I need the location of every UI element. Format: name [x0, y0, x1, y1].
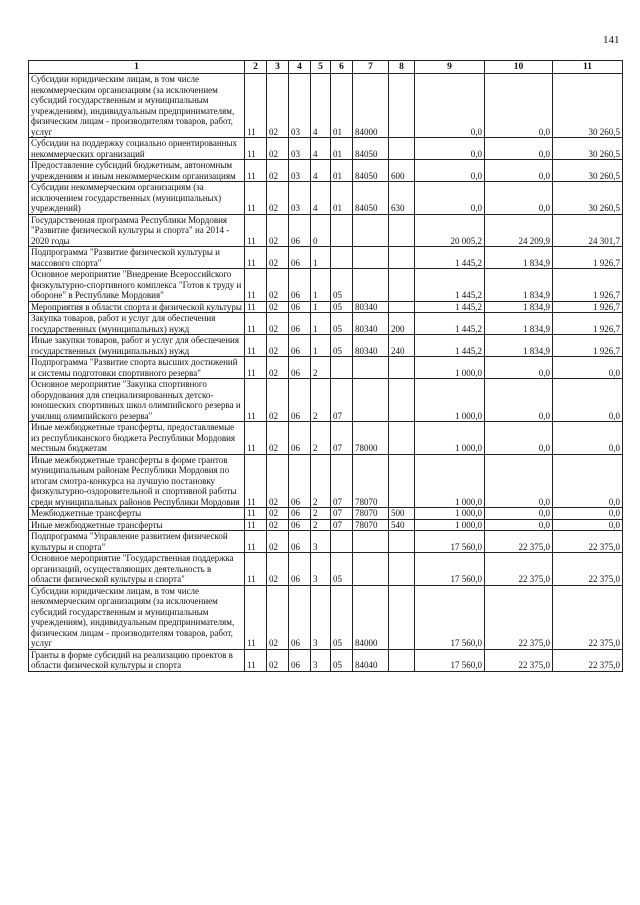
code-cell: 06	[289, 422, 311, 455]
table-row	[29, 531, 623, 553]
row-name: Гранты в форме субсидий на реализацию проектов в области физической культуры и спорта	[29, 649, 245, 671]
row-name: Иные межбюджетные трансферты в форме грантов муниципальным районам Республики Мордовия по итогам смотра-конкурса на лучшую постановку физкультурно-оздоровительной и спортивной работы среди муниципальных районов Республики Мордовия	[29, 454, 245, 508]
amount-cell: 22 375,0	[553, 553, 623, 586]
code-cell: 84040	[353, 649, 389, 671]
amount-cell: 0,0	[553, 508, 623, 520]
amount-cell: 1 926,7	[553, 301, 623, 313]
code-cell: 06	[289, 553, 311, 586]
amount-cell: 1 445,2	[415, 301, 485, 313]
amount-cell: 0,0	[415, 160, 485, 182]
code-cell: 1	[311, 335, 331, 357]
code-cell: 11	[245, 422, 267, 455]
code-cell	[389, 379, 415, 422]
code-cell: 500	[389, 508, 415, 520]
column-header: 11	[553, 61, 623, 74]
table-row	[29, 422, 623, 455]
code-cell: 02	[267, 422, 289, 455]
code-cell: 02	[267, 301, 289, 313]
code-cell	[353, 553, 389, 586]
amount-cell: 22 375,0	[485, 553, 553, 586]
code-cell: 3	[311, 649, 331, 671]
amount-cell: 0,0	[553, 519, 623, 531]
code-cell: 07	[331, 519, 353, 531]
code-cell	[389, 74, 415, 138]
amount-cell: 1 000,0	[415, 508, 485, 520]
code-cell	[353, 379, 389, 422]
amount-cell: 0,0	[485, 160, 553, 182]
code-cell: 11	[245, 74, 267, 138]
table-row	[29, 649, 623, 671]
code-cell: 02	[267, 74, 289, 138]
code-cell: 06	[289, 379, 311, 422]
code-cell: 02	[267, 182, 289, 215]
amount-cell: 0,0	[485, 74, 553, 138]
code-cell: 3	[311, 585, 331, 649]
code-cell: 11	[245, 335, 267, 357]
row-name: Иные межбюджетные трансферты	[29, 519, 245, 531]
code-cell: 02	[267, 454, 289, 508]
code-cell: 2	[311, 357, 331, 379]
code-cell: 02	[267, 357, 289, 379]
amount-cell: 1 000,0	[415, 379, 485, 422]
amount-cell: 0,0	[485, 422, 553, 455]
amount-cell: 1 926,7	[553, 335, 623, 357]
amount-cell: 0,0	[415, 138, 485, 160]
code-cell: 05	[331, 553, 353, 586]
amount-cell: 0,0	[553, 357, 623, 379]
code-cell: 02	[267, 649, 289, 671]
code-cell: 2	[311, 379, 331, 422]
code-cell: 3	[311, 531, 331, 553]
amount-cell: 0,0	[485, 519, 553, 531]
code-cell	[389, 301, 415, 313]
amount-cell: 22 375,0	[485, 649, 553, 671]
amount-cell: 1 000,0	[415, 357, 485, 379]
code-cell: 630	[389, 182, 415, 215]
code-cell: 4	[311, 74, 331, 138]
table-row	[29, 585, 623, 649]
row-name: Основное мероприятие "Внедрение Всероссийского физкультурно-спортивного комплекса "Готов к труду и обороне" в Республике Мордовия"	[29, 269, 245, 302]
row-name: Основное мероприятие "Государственная поддержка организаций, осуществляющих деятельность в области физической культуры и спорта"	[29, 553, 245, 586]
table-row	[29, 214, 623, 247]
code-cell: 2	[311, 519, 331, 531]
code-cell: 3	[311, 553, 331, 586]
amount-cell: 0,0	[485, 454, 553, 508]
row-name: Подпрограмма "Развитие физической культуры и массового спорта"	[29, 247, 245, 269]
code-cell: 06	[289, 301, 311, 313]
code-cell: 80340	[353, 335, 389, 357]
code-cell: 06	[289, 357, 311, 379]
code-cell: 84050	[353, 138, 389, 160]
code-cell: 03	[289, 160, 311, 182]
amount-cell: 24 209,9	[485, 214, 553, 247]
code-cell: 06	[289, 247, 311, 269]
code-cell: 07	[331, 454, 353, 508]
code-cell: 01	[331, 182, 353, 215]
row-name: Мероприятия в области спорта и физической культуры	[29, 301, 245, 313]
amount-cell: 17 560,0	[415, 553, 485, 586]
row-name: Иные межбюджетные трансферты, предоставляемые из республиканского бюджета Республики Мордовия местным бюджетам	[29, 422, 245, 455]
code-cell: 02	[267, 553, 289, 586]
code-cell: 84050	[353, 182, 389, 215]
table-body	[29, 74, 623, 672]
amount-cell: 24 301,7	[553, 214, 623, 247]
column-header: 10	[485, 61, 553, 74]
code-cell: 84000	[353, 585, 389, 649]
amount-cell: 1 000,0	[415, 454, 485, 508]
code-cell	[331, 247, 353, 269]
code-cell: 02	[267, 160, 289, 182]
amount-cell: 17 560,0	[415, 649, 485, 671]
table-row	[29, 357, 623, 379]
table-row	[29, 553, 623, 586]
code-cell: 06	[289, 585, 311, 649]
code-cell	[353, 357, 389, 379]
amount-cell: 17 560,0	[415, 531, 485, 553]
code-cell: 05	[331, 335, 353, 357]
row-name: Основное мероприятие "Закупка спортивного оборудования для специализированных детско-юношеских спортивных школ олимпийского резерва и училищ олимпийского резерва"	[29, 379, 245, 422]
column-header: 1	[29, 61, 245, 74]
column-header: 8	[389, 61, 415, 74]
amount-cell: 1 000,0	[415, 422, 485, 455]
code-cell: 1	[311, 247, 331, 269]
code-cell: 11	[245, 357, 267, 379]
column-header: 9	[415, 61, 485, 74]
amount-cell: 17 560,0	[415, 585, 485, 649]
code-cell	[389, 553, 415, 586]
code-cell	[389, 214, 415, 247]
table-row	[29, 379, 623, 422]
code-cell: 06	[289, 508, 311, 520]
code-cell: 1	[311, 301, 331, 313]
code-cell: 11	[245, 313, 267, 335]
amount-cell: 0,0	[485, 138, 553, 160]
code-cell: 1	[311, 313, 331, 335]
row-name: Субсидии некоммерческим организациям (за исключением государственных (муниципальных) учреждений)	[29, 182, 245, 215]
code-cell: 84000	[353, 74, 389, 138]
amount-cell: 22 375,0	[485, 585, 553, 649]
amount-cell: 0,0	[485, 182, 553, 215]
code-cell	[353, 531, 389, 553]
code-cell: 02	[267, 247, 289, 269]
code-cell: 11	[245, 553, 267, 586]
code-cell: 1	[311, 269, 331, 302]
table-row	[29, 74, 623, 138]
code-cell: 06	[289, 649, 311, 671]
code-cell: 11	[245, 585, 267, 649]
code-cell: 02	[267, 531, 289, 553]
column-header: 2	[245, 61, 267, 74]
code-cell: 03	[289, 182, 311, 215]
code-cell	[389, 247, 415, 269]
code-cell: 02	[267, 214, 289, 247]
code-cell: 02	[267, 508, 289, 520]
code-cell: 07	[331, 379, 353, 422]
row-name: Субсидии юридическим лицам, в том числе некоммерческим организациям (за исключением субсидий государственным и муниципальным учреждениям), индивидуальным предпринимателям, физическим лицам - производителям товаров, работ, услуг	[29, 585, 245, 649]
amount-cell: 1 834,9	[485, 269, 553, 302]
row-name: Предоставление субсидий бюджетным, автономным учреждениям и иным некоммерческим организациям	[29, 160, 245, 182]
amount-cell: 1 834,9	[485, 301, 553, 313]
code-cell: 06	[289, 531, 311, 553]
table-row	[29, 335, 623, 357]
amount-cell: 20 005,2	[415, 214, 485, 247]
code-cell: 11	[245, 508, 267, 520]
amount-cell: 0,0	[553, 379, 623, 422]
code-cell: 06	[289, 519, 311, 531]
code-cell: 01	[331, 74, 353, 138]
amount-cell: 1 445,2	[415, 247, 485, 269]
table-row	[29, 313, 623, 335]
code-cell: 11	[245, 649, 267, 671]
code-cell: 11	[245, 182, 267, 215]
code-cell: 78070	[353, 508, 389, 520]
code-cell: 06	[289, 313, 311, 335]
code-cell: 07	[331, 422, 353, 455]
code-cell	[353, 247, 389, 269]
code-cell	[331, 531, 353, 553]
code-cell: 11	[245, 454, 267, 508]
table-row	[29, 301, 623, 313]
code-cell	[389, 138, 415, 160]
code-cell	[389, 454, 415, 508]
code-cell: 80340	[353, 301, 389, 313]
column-header: 4	[289, 61, 311, 74]
code-cell	[389, 422, 415, 455]
code-cell: 78070	[353, 454, 389, 508]
code-cell	[389, 357, 415, 379]
row-name: Субсидии юридическим лицам, в том числе некоммерческим организациям (за исключением субсидий государственным и муниципальным учреждениям), индивидуальным предпринимателям, физическим лицам - производителям товаров, работ, услуг	[29, 74, 245, 138]
code-cell: 4	[311, 160, 331, 182]
amount-cell: 30 260,5	[553, 182, 623, 215]
row-name: Субсидии на поддержку социально ориентированных некоммерческих организаций	[29, 138, 245, 160]
amount-cell: 22 375,0	[485, 531, 553, 553]
page-number: 141	[603, 34, 620, 46]
amount-cell: 0,0	[553, 454, 623, 508]
code-cell: 02	[267, 269, 289, 302]
code-cell	[353, 269, 389, 302]
amount-cell: 0,0	[553, 422, 623, 455]
code-cell: 11	[245, 301, 267, 313]
code-cell	[389, 531, 415, 553]
amount-cell: 1 445,2	[415, 335, 485, 357]
column-header: 3	[267, 61, 289, 74]
code-cell: 11	[245, 138, 267, 160]
table-row	[29, 269, 623, 302]
code-cell	[389, 649, 415, 671]
amount-cell: 22 375,0	[553, 585, 623, 649]
table-row	[29, 138, 623, 160]
code-cell: 02	[267, 585, 289, 649]
code-cell: 2	[311, 454, 331, 508]
amount-cell: 30 260,5	[553, 74, 623, 138]
code-cell: 540	[389, 519, 415, 531]
code-cell: 11	[245, 519, 267, 531]
amount-cell: 1 445,2	[415, 269, 485, 302]
budget-table	[28, 60, 623, 672]
column-header: 6	[331, 61, 353, 74]
code-cell: 05	[331, 649, 353, 671]
amount-cell: 0,0	[415, 182, 485, 215]
amount-cell: 0,0	[485, 508, 553, 520]
row-name: Иные закупки товаров, работ и услуг для обеспечения государственных (муниципальных) нужд	[29, 335, 245, 357]
code-cell: 4	[311, 182, 331, 215]
code-cell: 02	[267, 335, 289, 357]
table-row	[29, 508, 623, 520]
code-cell: 11	[245, 269, 267, 302]
code-cell: 84050	[353, 160, 389, 182]
code-cell: 78000	[353, 422, 389, 455]
code-cell: 05	[331, 301, 353, 313]
table-row	[29, 160, 623, 182]
code-cell	[331, 357, 353, 379]
amount-cell: 0,0	[415, 74, 485, 138]
code-cell: 03	[289, 74, 311, 138]
code-cell: 2	[311, 508, 331, 520]
table-row	[29, 454, 623, 508]
code-cell	[389, 269, 415, 302]
code-cell: 03	[289, 138, 311, 160]
row-name: Подпрограмма "Управление развитием физической культуры и спорта"	[29, 531, 245, 553]
code-cell: 02	[267, 313, 289, 335]
code-cell: 2	[311, 422, 331, 455]
code-cell: 02	[267, 138, 289, 160]
amount-cell: 30 260,5	[553, 138, 623, 160]
code-cell: 05	[331, 585, 353, 649]
amount-cell: 1 926,7	[553, 269, 623, 302]
code-cell	[353, 214, 389, 247]
row-name: Государственная программа Республики Мордовия "Развитие физической культуры и спорта" на 2014 - 2020 годы	[29, 214, 245, 247]
table-row	[29, 247, 623, 269]
row-name: Закупка товаров, работ и услуг для обеспечения государственных (муниципальных) нужд	[29, 313, 245, 335]
amount-cell: 1 445,2	[415, 313, 485, 335]
table-row	[29, 182, 623, 215]
code-cell: 200	[389, 313, 415, 335]
code-cell: 06	[289, 269, 311, 302]
code-cell: 05	[331, 313, 353, 335]
code-cell: 01	[331, 138, 353, 160]
code-cell: 4	[311, 138, 331, 160]
table-header-row	[29, 61, 623, 74]
row-name: Подпрограмма "Развитие спорта высших достижений и системы подготовки спортивного резерва"	[29, 357, 245, 379]
code-cell: 05	[331, 269, 353, 302]
code-cell	[389, 585, 415, 649]
amount-cell: 1 834,9	[485, 313, 553, 335]
code-cell: 11	[245, 379, 267, 422]
row-name: Межбюджетные трансферты	[29, 508, 245, 520]
code-cell: 11	[245, 531, 267, 553]
code-cell: 02	[267, 379, 289, 422]
code-cell: 0	[311, 214, 331, 247]
code-cell: 06	[289, 335, 311, 357]
column-header: 7	[353, 61, 389, 74]
amount-cell: 0,0	[485, 379, 553, 422]
amount-cell: 1 000,0	[415, 519, 485, 531]
code-cell: 07	[331, 508, 353, 520]
code-cell: 06	[289, 214, 311, 247]
amount-cell: 0,0	[485, 357, 553, 379]
amount-cell: 1 926,7	[553, 247, 623, 269]
code-cell	[331, 214, 353, 247]
amount-cell: 30 260,5	[553, 160, 623, 182]
amount-cell: 1 834,9	[485, 335, 553, 357]
amount-cell: 22 375,0	[553, 531, 623, 553]
amount-cell: 1 926,7	[553, 313, 623, 335]
code-cell: 11	[245, 214, 267, 247]
code-cell: 11	[245, 247, 267, 269]
code-cell: 01	[331, 160, 353, 182]
code-cell: 78070	[353, 519, 389, 531]
amount-cell: 22 375,0	[553, 649, 623, 671]
code-cell: 600	[389, 160, 415, 182]
code-cell: 02	[267, 519, 289, 531]
column-header: 5	[311, 61, 331, 74]
table-row	[29, 519, 623, 531]
amount-cell: 1 834,9	[485, 247, 553, 269]
code-cell: 11	[245, 160, 267, 182]
code-cell: 06	[289, 454, 311, 508]
code-cell: 80340	[353, 313, 389, 335]
code-cell: 240	[389, 335, 415, 357]
